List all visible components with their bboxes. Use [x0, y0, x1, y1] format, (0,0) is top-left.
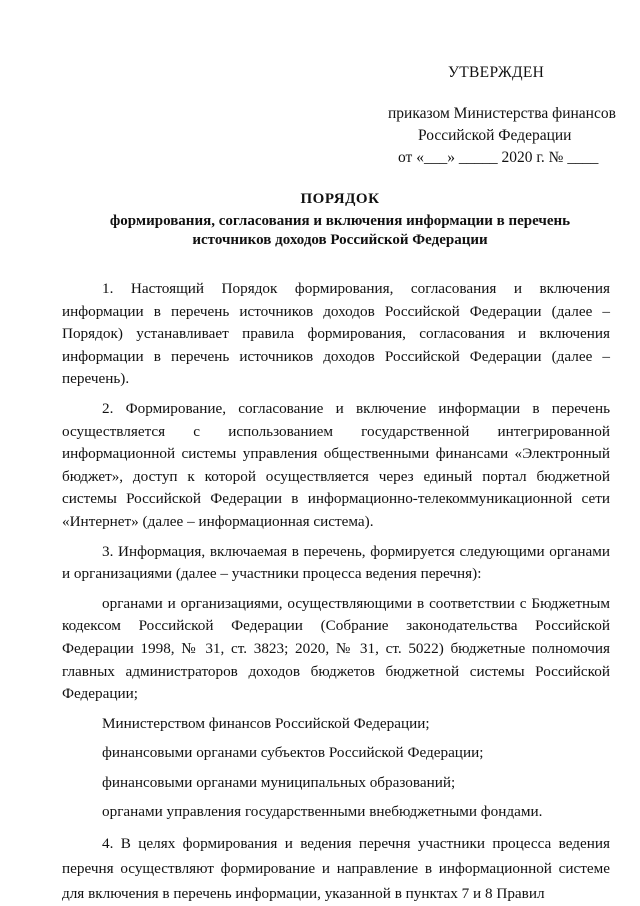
paragraph-3-item-administrators: органами и организациями, осуществляющими в соответствии с Бюджетным кодексом Российской Федерации (Собрание законодательства Российской Федерации 1998, № 31, ст. 3823; 2020, № 31, ст. 5022) бюджетные полномочия главных администраторов доходов бюджетов бюджетной системы Российской Федерации;: [62, 594, 610, 703]
title-main: ПОРЯДОК: [300, 191, 380, 207]
paragraph-4: 4. В целях формирования и ведения перечня участники процесса ведения перечня осуществляют формирование и направление в информационной системе для включения в перечень информации, указанной в пунктах 7 и 8 Правил: [62, 835, 610, 903]
title-subtitle-line2: источников доходов Российской Федерации: [192, 232, 488, 248]
paragraph-3-item-funds: органами управления государственными внебюджетными фондами.: [102, 803, 543, 821]
paragraph-1: 1. Настоящий Порядок формирования, согласования и включения информации в перечень источников доходов Российской Федерации (далее – Порядок) устанавливает правила формирования, согласования и включения информации в перечень источников доходов Российской Федерации (далее – перечень).: [62, 280, 610, 388]
paragraph-3: 3. Информация, включаемая в перечень, формируется следующими органами и организациями (далее – участники процесса ведения перечня):: [62, 542, 610, 583]
paragraph-2: 2. Формирование, согласование и включение информации в перечень осуществляется с использованием государственной интегрированной информационной системы управления общественными финансами «Электронный бюджет», доступ к которой осуществляется через единый портал бюджетной системы Российской Федерации в информационно-телекоммуникационной сети «Интернет» (далее – информационная система).: [62, 399, 610, 530]
paragraph-3-item-municipal: финансовыми органами муниципальных образований;: [102, 773, 456, 791]
approval-block: [380, 62, 620, 169]
paragraph-3-item-minfin: Министерством финансов Российской Федерации;: [102, 714, 430, 732]
approved-heading: УТВЕРЖДЕН: [448, 64, 545, 81]
order-line-federation: Российской Федерации: [418, 127, 572, 144]
document-body: [62, 278, 610, 906]
document-title: [60, 190, 620, 250]
order-line-ministry: приказом Министерства финансов: [388, 105, 616, 122]
paragraph-3-item-regional: финансовыми органами субъектов Российской Федерации;: [102, 744, 484, 762]
title-subtitle-line1: формирования, согласования и включения информации в перечень: [109, 213, 571, 229]
order-line-date-number: от «___» _____ 2020 г. № ____: [398, 149, 599, 166]
